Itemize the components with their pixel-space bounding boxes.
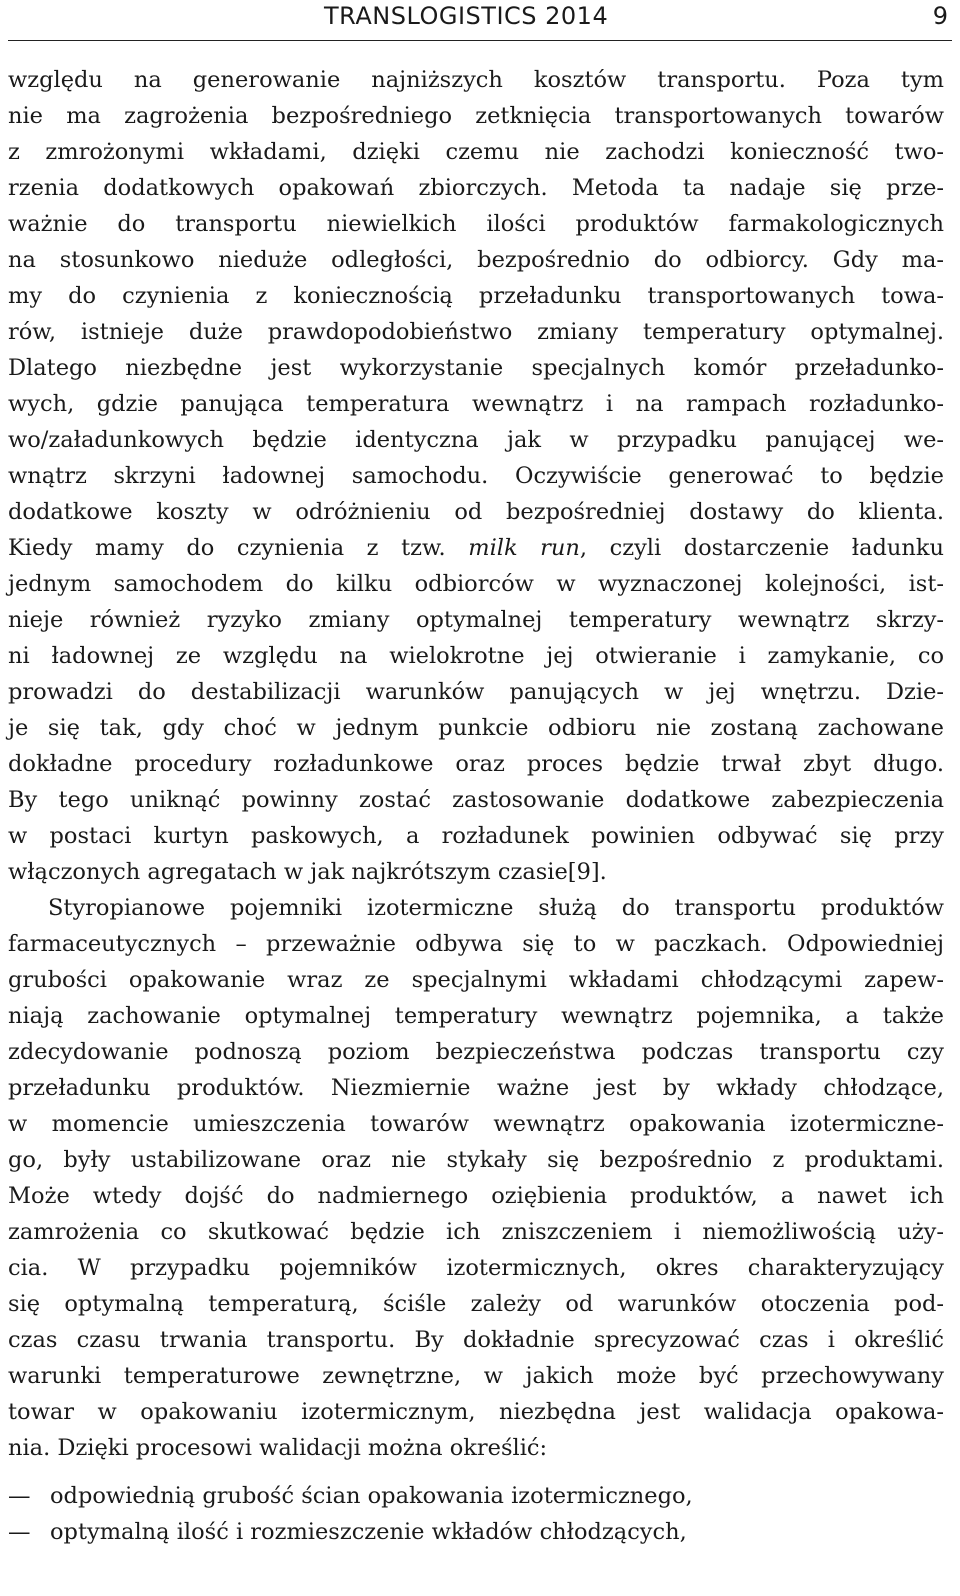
text-line: wnątrz skrzyni ładownej samochodu. Oczywiście generować to będzie xyxy=(8,463,944,489)
list-item-text: optymalną ilość i rozmieszczenie wkładów chłodzących, xyxy=(50,1519,687,1545)
running-header xyxy=(8,0,952,41)
text-line: się optymalną temperaturą, ściśle zależy od warunków otoczenia pod- xyxy=(8,1291,944,1317)
text-line: je się tak, gdy choć w jednym punkcie odbioru nie zostaną zachowane xyxy=(8,715,944,741)
text-line: Dlatego niezbędne jest wykorzystanie specjalnych komór przeładunko- xyxy=(8,355,944,381)
text-line: Może wtedy dojść do nadmiernego oziębienia produktów, a nawet ich xyxy=(8,1183,944,1209)
text-line: w momencie umieszczenia towarów wewnątrz opakowania izotermiczne- xyxy=(8,1111,944,1137)
text-line: rów, istnieje duże prawdopodobieństwo zmiany temperatury optymalnej. xyxy=(8,319,944,345)
text-line xyxy=(8,530,944,566)
text-line: cia. W przypadku pojemników izotermicznych, okres charakteryzujący xyxy=(8,1255,944,1281)
text-segment: Kiedy mamy do czynienia z tzw. xyxy=(8,535,469,561)
list-item-text: odpowiednią grubość ścian opakowania izotermicznego, xyxy=(50,1483,693,1509)
text-line: By tego uniknąć powinny zostać zastosowanie dodatkowe zabezpieczenia xyxy=(8,787,944,813)
journal-title: TRANSLOGISTICS 2014 xyxy=(324,2,609,30)
text-line: grubości opakowanie wraz ze specjalnymi wkładami chłodzącymi zapew- xyxy=(8,967,944,993)
text-line: farmaceutycznych – przeważnie odbywa się to w paczkach. Odpowiedniej xyxy=(8,931,944,957)
text-line: nieje również ryzyko zmiany optymalnej temperatury wewnątrz skrzy- xyxy=(8,607,944,633)
text-line: nia. Dzięki procesowi walidacji można określić: xyxy=(8,1435,548,1461)
body-text xyxy=(8,62,944,1550)
text-line: przeładunku produktów. Niezmiernie ważne jest by wkłady chłodzące, xyxy=(8,1075,944,1101)
text-line: niają zachowanie optymalnej temperatury wewnątrz pojemnika, a także xyxy=(8,1003,944,1029)
text-line: zdecydowanie podnoszą poziom bezpieczeństwa podczas transportu czy xyxy=(8,1039,944,1065)
text-line: nie ma zagrożenia bezpośredniego zetknięcia transportowanych towarów xyxy=(8,103,944,129)
em-dash-bullet: — xyxy=(8,1519,31,1545)
text-line: z zmrożonymi wkładami, dzięki czemu nie zachodzi konieczność two- xyxy=(8,139,944,165)
text-line: wo/załadunkowych będzie identyczna jak w przypadku panującej we- xyxy=(8,427,944,453)
text-line: jednym samochodem do kilku odbiorców w wyznaczonej kolejności, ist- xyxy=(8,571,944,597)
text-line: wych, gdzie panująca temperatura wewnątrz i na rampach rozładunko- xyxy=(8,391,944,417)
text-line: dodatkowe koszty w odróżnieniu od bezpośredniej dostawy do klienta. xyxy=(8,499,944,525)
page-number: 9 xyxy=(932,2,948,30)
list-item xyxy=(8,1478,944,1514)
text-line: względu na generowanie najniższych kosztów transportu. Poza tym xyxy=(8,67,944,93)
italic-term: milk run xyxy=(468,535,580,561)
text-line: go, były ustabilizowane oraz nie stykały się bezpośrednio z produktami. xyxy=(8,1147,944,1173)
paragraph-start-line: Styropianowe pojemniki izotermiczne służą do transportu produktów xyxy=(48,895,944,921)
text-line: włączonych agregatach w jak najkrótszym czasie[9]. xyxy=(8,859,607,885)
text-line: czas czasu trwania transportu. By dokładnie sprecyzować czas i określić xyxy=(8,1327,944,1353)
text-line: dokładne procedury rozładunkowe oraz proces będzie trwał zbyt długo. xyxy=(8,751,944,777)
text-line: ważnie do transportu niewielkich ilości produktów farmakologicznych xyxy=(8,211,944,237)
text-line: ni ładownej ze względu na wielokrotne jej otwieranie i zamykanie, co xyxy=(8,643,944,669)
text-line: zamrożenia co skutkować będzie ich zniszczeniem i niemożliwością uży- xyxy=(8,1219,944,1245)
text-line: na stosunkowo nieduże odległości, bezpośrednio do odbiorcy. Gdy ma- xyxy=(8,247,944,273)
text-line: w postaci kurtyn paskowych, a rozładunek powinien odbywać się przy xyxy=(8,823,944,849)
text-line: rzenia dodatkowych opakowań zbiorczych. Metoda ta nadaje się prze- xyxy=(8,175,944,201)
text-segment: , czyli dostarczenie ładunku xyxy=(579,535,944,561)
em-dash-bullet: — xyxy=(8,1483,31,1509)
text-line: warunki temperaturowe zewnętrzne, w jakich może być przechowywany xyxy=(8,1363,944,1389)
text-line: prowadzi do destabilizacji warunków panujących w jej wnętrzu. Dzie- xyxy=(8,679,944,705)
list-item xyxy=(8,1514,944,1550)
text-line: towar w opakowaniu izotermicznym, niezbędna jest walidacja opakowa- xyxy=(8,1399,944,1425)
text-line: my do czynienia z koniecznością przeładunku transportowanych towa- xyxy=(8,283,944,309)
